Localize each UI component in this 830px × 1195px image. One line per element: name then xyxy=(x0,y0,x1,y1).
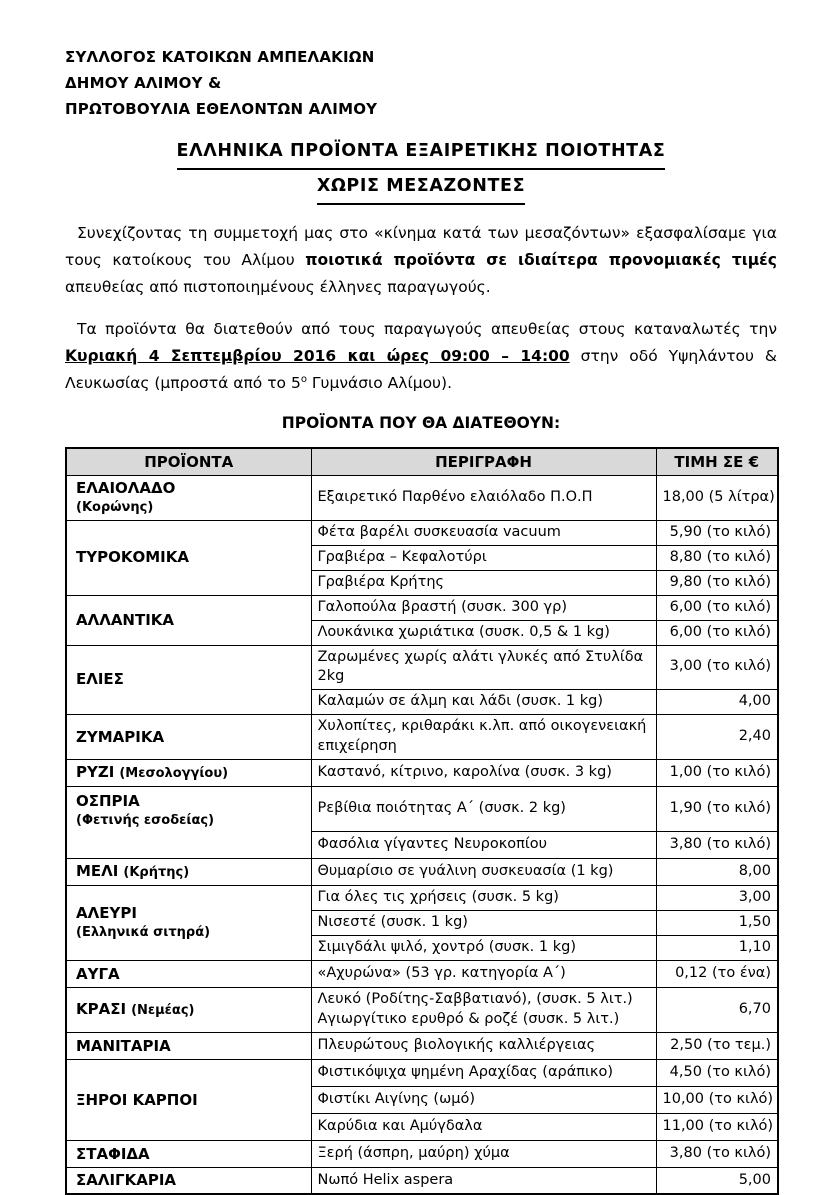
product-price-cell: 4,50 (το κιλό) xyxy=(656,1059,778,1086)
product-price-cell: 10,00 (το κιλό) xyxy=(656,1086,778,1113)
product-category-cell xyxy=(66,1032,311,1059)
category-name: ΑΛΕΥΡΙ xyxy=(76,904,137,923)
product-category-cell xyxy=(66,1140,311,1167)
intro-paragraph-2 xyxy=(65,316,777,397)
product-price-cell: 9,80 (το κιλό) xyxy=(656,570,778,595)
product-desc-cell: Φασόλια γίγαντες Νευροκοπίου xyxy=(311,831,656,858)
product-category-cell xyxy=(66,858,311,885)
doc-title-line-1: ΕΛΛΗΝΙΚΑ ΠΡΟΪΟΝΤΑ ΕΞΑΙΡΕΤΙΚΗΣ ΠΟΙΟΤΗΤΑΣ xyxy=(177,135,666,170)
doc-title-line-2: ΧΩΡΙΣ ΜΕΣΑΖΟΝΤΕΣ xyxy=(317,170,525,205)
table-row xyxy=(66,1032,778,1059)
product-price-cell: 6,00 (το κιλό) xyxy=(656,620,778,645)
category-name: ΕΛΑΙΟΛΑΔΟ xyxy=(76,479,176,498)
paragraph-text: Τα προϊόντα θα διατεθούν από τους παραγωγούς απευθείας στους καταναλωτές την xyxy=(77,320,777,338)
col-header-products: ΠΡΟΪΟΝΤΑ xyxy=(66,448,311,475)
product-category-cell xyxy=(66,885,311,960)
product-desc-cell: Χυλοπίτες, κριθαράκι κ.λπ. από οικογενειακή επιχείρηση xyxy=(311,714,656,759)
table-row xyxy=(66,987,778,1032)
doc-title xyxy=(65,135,777,205)
table-row xyxy=(66,1059,778,1086)
table-row xyxy=(66,885,778,910)
desc-line-2: Αγιωργίτικο ερυθρό & ροζέ (συσκ. 5 λιτ.) xyxy=(317,1010,620,1027)
product-price-cell: 1,10 xyxy=(656,935,778,960)
product-desc-cell: Γαλοπούλα βραστή (συσκ. 300 γρ) xyxy=(311,595,656,620)
product-category-cell xyxy=(66,595,311,645)
paragraph-text: απευθείας από πιστοποιημένους έλληνες παραγωγούς. xyxy=(65,278,491,296)
category-subtitle: (Ελληνικά σιτηρά) xyxy=(76,925,211,941)
product-price-cell: 6,70 xyxy=(656,987,778,1032)
category-name: ΞΗΡΟΙ ΚΑΡΠΟΙ xyxy=(76,1090,198,1109)
category-name: ΡΥΖΙ xyxy=(76,763,115,782)
table-row xyxy=(66,759,778,786)
category-subtitle: (Φετινής εσοδείας) xyxy=(76,812,215,828)
product-price-cell: 3,00 xyxy=(656,885,778,910)
product-price-cell: 1,90 (το κιλό) xyxy=(656,786,778,831)
product-desc-cell: Γραβιέρα – Κεφαλοτύρι xyxy=(311,545,656,570)
product-category-cell xyxy=(66,520,311,595)
ordinal-superscript: ο xyxy=(300,373,307,385)
products-table xyxy=(65,447,779,1195)
product-price-cell: 5,00 xyxy=(656,1167,778,1194)
date-time-highlight: Κυριακή 4 Σεπτεμβρίου 2016 και ώρες 09:00 – 14:00 xyxy=(65,347,570,365)
org-line-2: ΔΗΜΟΥ ΑΛΙΜΟΥ & xyxy=(65,74,222,92)
org-header xyxy=(65,44,777,122)
product-desc-cell: «Αχυρώνα» (53 γρ. κατηγορία Α΄) xyxy=(311,960,656,987)
product-desc-cell: Ρεβίθια ποιότητας Α΄ (συσκ. 2 kg) xyxy=(311,786,656,831)
category-name: ΤΥΡΟΚΟΜΙΚΑ xyxy=(76,548,189,567)
product-category-cell xyxy=(66,987,311,1032)
org-line-3: ΠΡΩΤΟΒΟΥΛΙΑ ΕΘΕΛΟΝΤΩΝ ΑΛΙΜΟΥ xyxy=(65,100,378,118)
category-name: ΟΣΠΡΙΑ xyxy=(76,791,140,810)
table-row xyxy=(66,1167,778,1194)
product-price-cell: 11,00 (το κιλό) xyxy=(656,1113,778,1140)
product-category-cell xyxy=(66,759,311,786)
product-price-cell: 4,00 xyxy=(656,689,778,714)
table-row xyxy=(66,520,778,545)
product-desc-cell: Θυμαρίσιο σε γυάλινη συσκευασία (1 kg) xyxy=(311,858,656,885)
product-category-cell xyxy=(66,645,311,714)
product-desc-cell: Φιστίκι Αιγίνης (ωμό) xyxy=(311,1086,656,1113)
category-name: ΑΥΓΑ xyxy=(76,964,120,983)
product-category-cell xyxy=(66,1167,311,1194)
product-price-cell: 1,50 xyxy=(656,910,778,935)
product-price-cell: 2,50 (το τεμ.) xyxy=(656,1032,778,1059)
category-name: ΣΤΑΦΙΔΑ xyxy=(76,1144,150,1163)
paragraph-text: στην οδό Υψηλάντου & Λευκωσίας (μπροστά από το 5 xyxy=(65,347,777,392)
product-category-cell xyxy=(66,714,311,759)
category-subtitle: (Μεσολογγίου) xyxy=(119,766,229,782)
product-price-cell: 5,90 (το κιλό) xyxy=(656,520,778,545)
product-price-cell: 8,80 (το κιλό) xyxy=(656,545,778,570)
product-price-cell: 2,40 xyxy=(656,714,778,759)
category-name: ΣΑΛΙΓΚΑΡΙΑ xyxy=(76,1171,177,1190)
category-subtitle: (Κρήτης) xyxy=(123,865,190,881)
category-name: ΚΡΑΣΙ xyxy=(76,1000,127,1019)
category-subtitle: (Κορώνης) xyxy=(76,500,154,516)
product-category-cell xyxy=(66,786,311,858)
product-desc-cell: Καρύδια και Αμύγδαλα xyxy=(311,1113,656,1140)
section-heading: ΠΡΟΪΟΝΤΑ ΠΟΥ ΘΑ ΔΙΑΤΕΘΟΥΝ: xyxy=(281,414,561,432)
product-desc-cell: Γραβιέρα Κρήτης xyxy=(311,570,656,595)
category-name: ΜΑΝΙΤΑΡΙΑ xyxy=(76,1036,171,1055)
category-name: ΖΥΜΑΡΙΚΑ xyxy=(76,727,165,746)
table-row xyxy=(66,645,778,689)
product-price-cell: 3,00 (το κιλό) xyxy=(656,645,778,689)
product-price-cell: 8,00 xyxy=(656,858,778,885)
table-row xyxy=(66,714,778,759)
col-header-description: ΠΕΡΙΓΡΑΦΗ xyxy=(311,448,656,475)
table-row xyxy=(66,858,778,885)
table-row xyxy=(66,595,778,620)
product-desc-cell: Εξαιρετικό Παρθένο ελαιόλαδο Π.Ο.Π xyxy=(311,475,656,520)
product-desc-cell: Πλευρώτους βιολογικής καλλιέργειας xyxy=(311,1032,656,1059)
product-desc-cell: Ξερή (άσπρη, μαύρη) χύμα xyxy=(311,1140,656,1167)
product-desc-cell: Λουκάνικα χωριάτικα (συσκ. 0,5 & 1 kg) xyxy=(311,620,656,645)
org-line-1: ΣΥΛΛΟΓΟΣ ΚΑΤΟΙΚΩΝ ΑΜΠΕΛΑΚΙΩΝ xyxy=(65,48,375,66)
product-price-cell: 18,00 (5 λίτρα) xyxy=(656,475,778,520)
paragraph-text: Συνεχίζοντας τη συμμετοχή μας στο «κίνημα κατά των μεσαζόντων» εξασφαλίσαμε για τους κατοίκους του Αλίμου xyxy=(65,224,777,269)
table-header-row xyxy=(66,448,778,475)
product-desc-cell: Νισεστέ (συσκ. 1 kg) xyxy=(311,910,656,935)
product-desc-cell: Φέτα βαρέλι συσκευασία vacuum xyxy=(311,520,656,545)
product-desc-cell xyxy=(311,987,656,1032)
table-row xyxy=(66,1140,778,1167)
product-desc-cell: Φιστικόψιχα ψημένη Αραχίδας (αράπικο) xyxy=(311,1059,656,1086)
category-name: ΕΛΙΕΣ xyxy=(76,670,124,689)
table-row xyxy=(66,475,778,520)
product-desc-cell: Ζαρωμένες χωρίς αλάτι γλυκές από Στυλίδα 2kg xyxy=(311,645,656,689)
product-price-cell: 0,12 (το ένα) xyxy=(656,960,778,987)
category-name: ΑΛΛΑΝΤΙΚΑ xyxy=(76,610,175,629)
product-price-cell: 6,00 (το κιλό) xyxy=(656,595,778,620)
paragraph-text: Γυμνάσιο Αλίμου). xyxy=(306,374,452,392)
table-row xyxy=(66,786,778,831)
product-category-cell xyxy=(66,1059,311,1140)
product-price-cell: 3,80 (το κιλό) xyxy=(656,831,778,858)
col-header-price: ΤΙΜΗ ΣΕ € xyxy=(656,448,778,475)
table-row xyxy=(66,960,778,987)
product-price-cell: 1,00 (το κιλό) xyxy=(656,759,778,786)
product-desc-cell: Νωπό Helix aspera xyxy=(311,1167,656,1194)
desc-line-1: Λευκό (Ροδίτης-Σαββατιανό), (συσκ. 5 λιτ.) xyxy=(317,991,633,1008)
product-desc-cell: Καστανό, κίτρινο, καρολίνα (συσκ. 3 kg) xyxy=(311,759,656,786)
category-subtitle: (Νεμέας) xyxy=(131,1003,195,1019)
product-desc-cell: Καλαμών σε άλμη και λάδι (συσκ. 1 kg) xyxy=(311,689,656,714)
product-category-cell xyxy=(66,960,311,987)
product-desc-cell: Για όλες τις χρήσεις (συσκ. 5 kg) xyxy=(311,885,656,910)
bold-text: ποιοτικά προϊόντα σε ιδιαίτερα προνομιακές τιμές xyxy=(305,251,777,269)
product-desc-cell: Σιμιγδάλι ψιλό, χοντρό (συσκ. 1 kg) xyxy=(311,935,656,960)
intro-paragraph-1 xyxy=(65,220,777,301)
category-name: ΜΕΛΙ xyxy=(76,862,119,881)
product-price-cell: 3,80 (το κιλό) xyxy=(656,1140,778,1167)
product-category-cell xyxy=(66,475,311,520)
